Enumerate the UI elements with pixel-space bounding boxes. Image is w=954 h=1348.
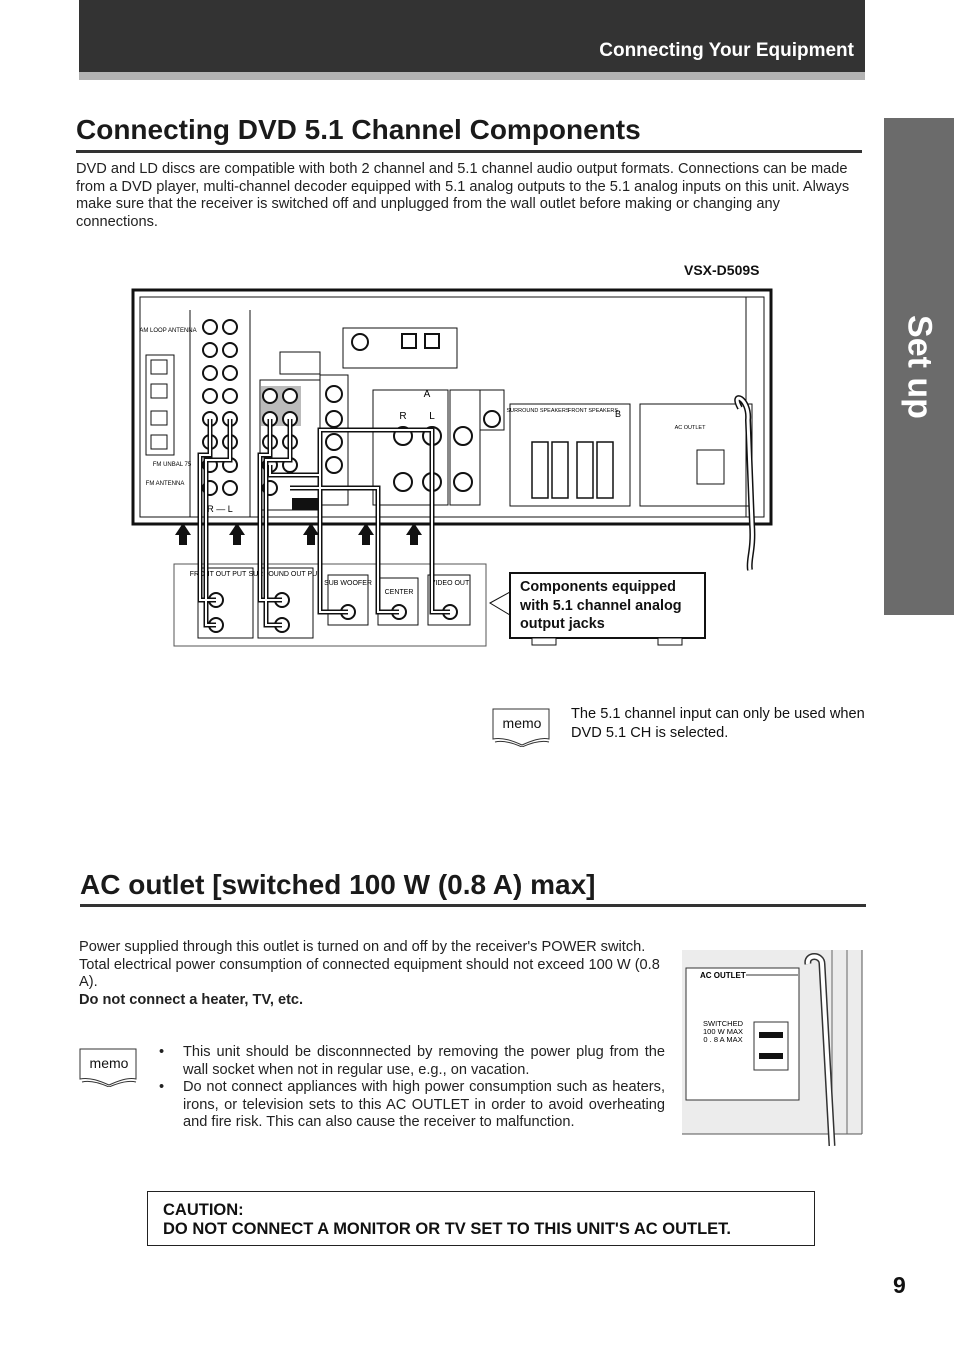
- ac-bullet-list: [157, 1044, 665, 1132]
- rl-label: R — L: [207, 504, 233, 514]
- ac-description: [79, 939, 669, 1009]
- sub-woofer-label: SUB WOOFER: [324, 580, 372, 587]
- r-letter: R: [399, 411, 407, 422]
- callout-text: Components equipped with 5.1 channel analog output jacks: [520, 579, 682, 632]
- memo-badge-1: [491, 707, 553, 747]
- caution-box: [147, 1191, 815, 1246]
- dvd-section-title: Connecting DVD 5.1 Channel Components: [76, 114, 641, 145]
- dvd-title-rule: [76, 150, 862, 153]
- am-loop-label: AM LOOP ANTENNA: [139, 328, 197, 334]
- side-tab-label: Set up: [900, 314, 939, 419]
- dvd-intro-paragraph: DVD and LD discs are compatible with both 2 channel and 5.1 channel audio output formats. Connections can be made from a DVD player, multi-channel decoder equipped with 5.1 analog outputs to the 5.1 analog inputs on this unit. Always make sure that the receiver is switched off and unplugged from the wall outlet before making or changing any connections.: [76, 161, 850, 230]
- memo-label-1: memo: [502, 715, 542, 731]
- header-underline: [79, 72, 865, 80]
- caution-title: CAUTION:: [163, 1201, 244, 1219]
- ac-outlet-small-label: AC OUTLET: [674, 425, 706, 431]
- ac-outlet-illustration: [682, 950, 864, 1146]
- memo-badge-2: [78, 1047, 140, 1087]
- rating-line-3: 0 . 8 A MAX: [703, 1035, 743, 1044]
- video-out-label: VIDEO OUT: [430, 580, 470, 587]
- ac-para-1: Power supplied through this outlet is turned on and off by the receiver's POWER switch.: [79, 939, 646, 955]
- memo-label-2: memo: [89, 1055, 129, 1071]
- l-letter: L: [429, 411, 435, 422]
- front-speakers-label: FRONT SPEAKERS: [567, 408, 619, 414]
- b-letter: B: [614, 409, 622, 419]
- rating-line-2: 100 W MAX: [702, 1027, 744, 1036]
- front-output-label: FRONT OUT PUT: [189, 571, 247, 578]
- ac-warning: Do not connect a heater, TV, etc.: [79, 991, 304, 1008]
- fm-antenna-label: FM ANTENNA: [145, 481, 185, 487]
- caution-message: DO NOT CONNECT A MONITOR OR TV SET TO THIS UNIT'S AC OUTLET.: [163, 1220, 731, 1238]
- side-tab: [884, 118, 954, 615]
- fm-unbal-label: FM UNBAL 75: [152, 462, 192, 468]
- page-number: 9: [893, 1272, 906, 1298]
- ac-bullet-1: • This unit should be disconnnected by removing the power plug from the wall socket when not in regular use, e.g., on vacation.: [157, 1044, 665, 1079]
- ac-para-2: Total electrical power consumption of connected equipment should not exceed 100 W (0.8 A).: [79, 956, 660, 990]
- section-header-title: Connecting Your Equipment: [599, 40, 854, 61]
- rating-line-1: SWITCHED: [703, 1019, 743, 1028]
- ac-title-rule: [80, 904, 866, 907]
- ac-bullet-2: • Do not connect appliances with high power consumption such as heaters, irons, or television sets to this AC OUTLET in order to avoid overheating and fire risk. This can also cause the receiver to malfunction.: [157, 1079, 665, 1132]
- ac-section-title: AC outlet [switched 100 W (0.8 A) max]: [80, 869, 596, 900]
- memo-1-text: The 5.1 channel input can only be used when DVD 5.1 CH is selected.: [571, 706, 865, 741]
- center-label: CENTER: [384, 589, 414, 596]
- ac-outlet-label: AC OUTLET: [700, 971, 746, 980]
- model-label: VSX-D509S: [684, 262, 760, 278]
- a-letter: A: [423, 389, 431, 400]
- surround-output-label: SURROUND OUT PUT: [248, 571, 322, 578]
- surround-speakers-label: SURROUND SPEAKERS: [506, 408, 570, 414]
